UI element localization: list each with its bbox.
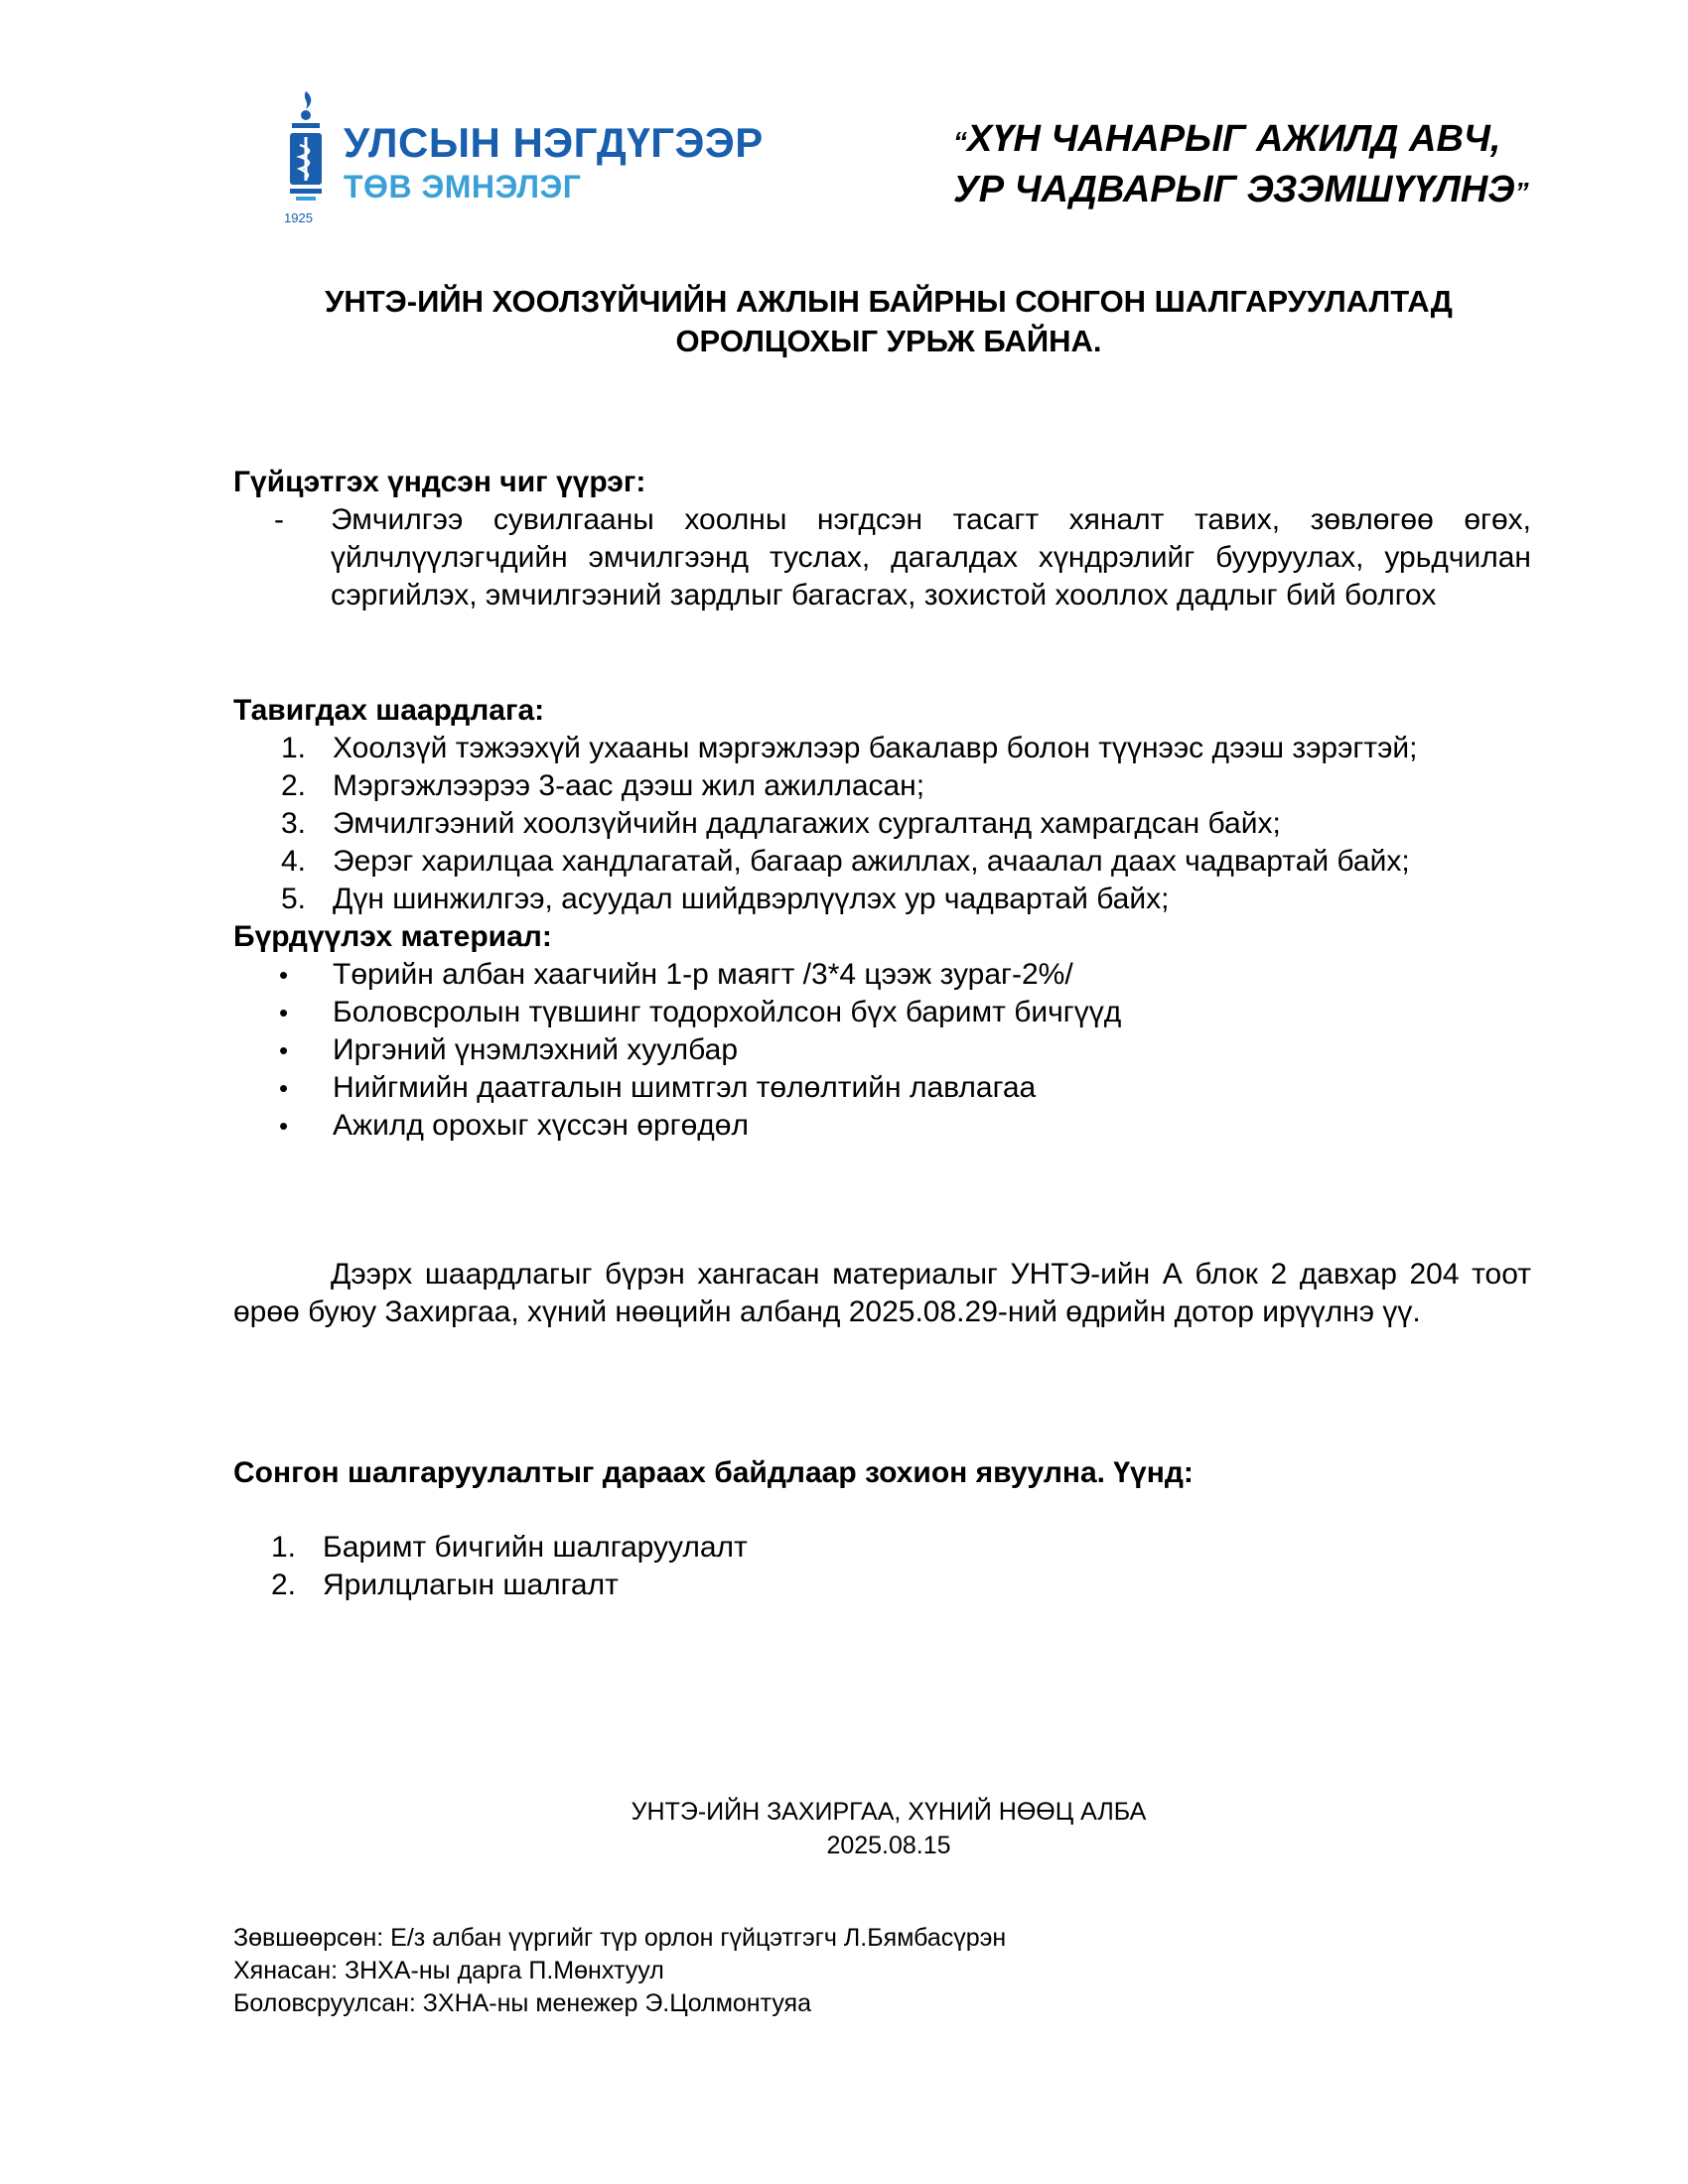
material-item-marker: • <box>279 960 289 990</box>
logo-year: 1925 <box>284 210 313 225</box>
selection-list <box>233 1529 748 1604</box>
requirement-item <box>233 730 1417 767</box>
duties-text: Эмчилгээ сувилгааны хоолны нэгдсэн тасагт хяналт тавих, зөвлөгөө өгөх, үйлчлүүлэгчдийн эмчилгээнд туслах, дагалдах хүндрэлийг бууруулах, урьдчилан сэргийлэх, эмчилгээний зардлыг багасгах, зохистой хооллох дадлыг бий болгох <box>331 503 1531 612</box>
approved-by: Зөвшөөрсөн: Е/з албан үүргийг түр орлон гүйцэтгэгч Л.Бямбасүрэн <box>233 1924 1007 1952</box>
selection-step <box>233 1529 748 1567</box>
material-item <box>233 1031 1121 1069</box>
material-item-text: Боловсролын түвшинг тодорхойлсон бүх баримт бичгүүд <box>333 996 1122 1028</box>
requirement-item-marker: 2. <box>281 769 307 802</box>
material-item <box>233 994 1121 1031</box>
title-line-1: УНТЭ-ИЙН ХООЛЗҮЙЧИЙН АЖЛЫН БАЙРНЫ СОНГОН ШАЛГАРУУЛАЛТАД <box>325 284 1453 319</box>
motto-open-quote: “ <box>953 126 967 157</box>
soyombo-emblem-icon <box>278 91 334 210</box>
hospital-logo <box>278 91 764 230</box>
material-item <box>233 956 1121 994</box>
material-item <box>233 1069 1121 1107</box>
title-line-2: ОРОЛЦОХЫГ УРЬЖ БАЙНА. <box>675 324 1102 358</box>
logo-title: УЛСЫН НЭГДҮГЭЭР <box>344 119 764 166</box>
requirements-heading: Тавигдах шаардлага: <box>233 694 545 727</box>
requirement-item <box>233 767 1417 805</box>
issue-date: 2025.08.15 <box>826 1832 951 1859</box>
requirement-item-text: Хоолзүй тэжээхүй ухааны мэргэжлээр бакалавр болон түүнээс дээш зэрэгтэй; <box>333 732 1418 764</box>
material-item-text: Иргэний үнэмлэхний хуулбар <box>333 1033 739 1066</box>
materials-heading: Бүрдүүлэх материал: <box>233 920 552 953</box>
document-title <box>233 282 1544 361</box>
material-item-marker: • <box>279 1073 289 1103</box>
material-item <box>233 1107 1121 1145</box>
requirements-list <box>233 730 1417 918</box>
material-item-marker: • <box>279 998 289 1027</box>
issuing-office: УНТЭ-ИЙН ЗАХИРГАА, ХҮНИЙ НӨӨЦ АЛБА <box>631 1798 1147 1826</box>
material-item-marker: • <box>279 1035 289 1065</box>
requirement-item-text: Дүн шинжилгээ, асуудал шийдвэрлүүлэх ур чадвартай байх; <box>333 883 1170 915</box>
materials-list <box>233 956 1121 1145</box>
submission-text: Дээрх шаардлагыг бүрэн хангасан материалыг УНТЭ-ийн А блок 2 давхар 204 тоот өрөө буюу Захиргаа, хүний нөөцийн албанд 2025.08.29-ний өдрийн дотор ирүүлнэ үү. <box>233 1258 1531 1328</box>
material-item-text: Төрийн албан хаагчийн 1-р маягт /3*4 цээж зураг-2%/ <box>333 958 1073 991</box>
duties-heading: Гүйцэтгэх үндсэн чиг үүрэг: <box>233 466 646 498</box>
approvals-block <box>233 1922 1006 2020</box>
requirement-item <box>233 843 1417 881</box>
requirement-item-text: Эмчилгээний хоолзүйчийн дадлагажих сургалтанд хамрагдсан байх; <box>333 807 1281 840</box>
logo-subtitle: ТӨВ ЭМНЭЛЭГ <box>344 169 582 205</box>
material-item-text: Ажилд орохыг хүссэн өргөдөл <box>333 1109 749 1142</box>
requirement-item-marker: 1. <box>281 732 307 764</box>
motto-line-2: УР ЧАДВАРЫГ ЭЗЭМШҮҮЛНЭ” <box>953 169 1529 210</box>
selection-step-text: Ярилцлагын шалгалт <box>323 1569 619 1601</box>
requirement-item-marker: 5. <box>281 883 307 915</box>
requirement-item-marker: 3. <box>281 807 307 840</box>
motto <box>953 115 1529 216</box>
selection-step <box>233 1567 748 1604</box>
reviewed-by: Хянасан: ЗНХА-ны дарга П.Мөнхтуул <box>233 1957 664 1984</box>
requirement-item-text: Мэргэжлээрээ 3-аас дээш жил ажилласан; <box>333 769 925 802</box>
requirement-item <box>233 881 1417 918</box>
prepared-by: Боловсруулсан: ЗХНА-ны менежер Э.Цолмонтуяа <box>233 1989 811 2017</box>
requirement-item-text: Эерэг харилцаа хандлагатай, багаар ажиллах, ачаалал даах чадвартай байх; <box>333 845 1410 878</box>
requirement-item-marker: 4. <box>281 845 307 878</box>
selection-step-marker: 1. <box>271 1531 297 1564</box>
selection-step-marker: 2. <box>271 1569 297 1601</box>
motto-close-quote: ” <box>1514 177 1529 207</box>
duties-marker: - <box>274 503 284 536</box>
selection-step-text: Баримт бичгийн шалгаруулалт <box>323 1531 748 1564</box>
material-item-marker: • <box>279 1111 289 1141</box>
requirement-item <box>233 805 1417 843</box>
material-item-text: Нийгмийн даатгалын шимтгэл төлөлтийн лавлагаа <box>333 1071 1037 1104</box>
selection-heading: Сонгон шалгаруулалтыг дараах байдлаар зохион явуулна. Үүнд: <box>233 1456 1194 1489</box>
motto-line-1: “ХҮН ЧАНАРЫГ АЖИЛД АВЧ, <box>953 118 1501 160</box>
